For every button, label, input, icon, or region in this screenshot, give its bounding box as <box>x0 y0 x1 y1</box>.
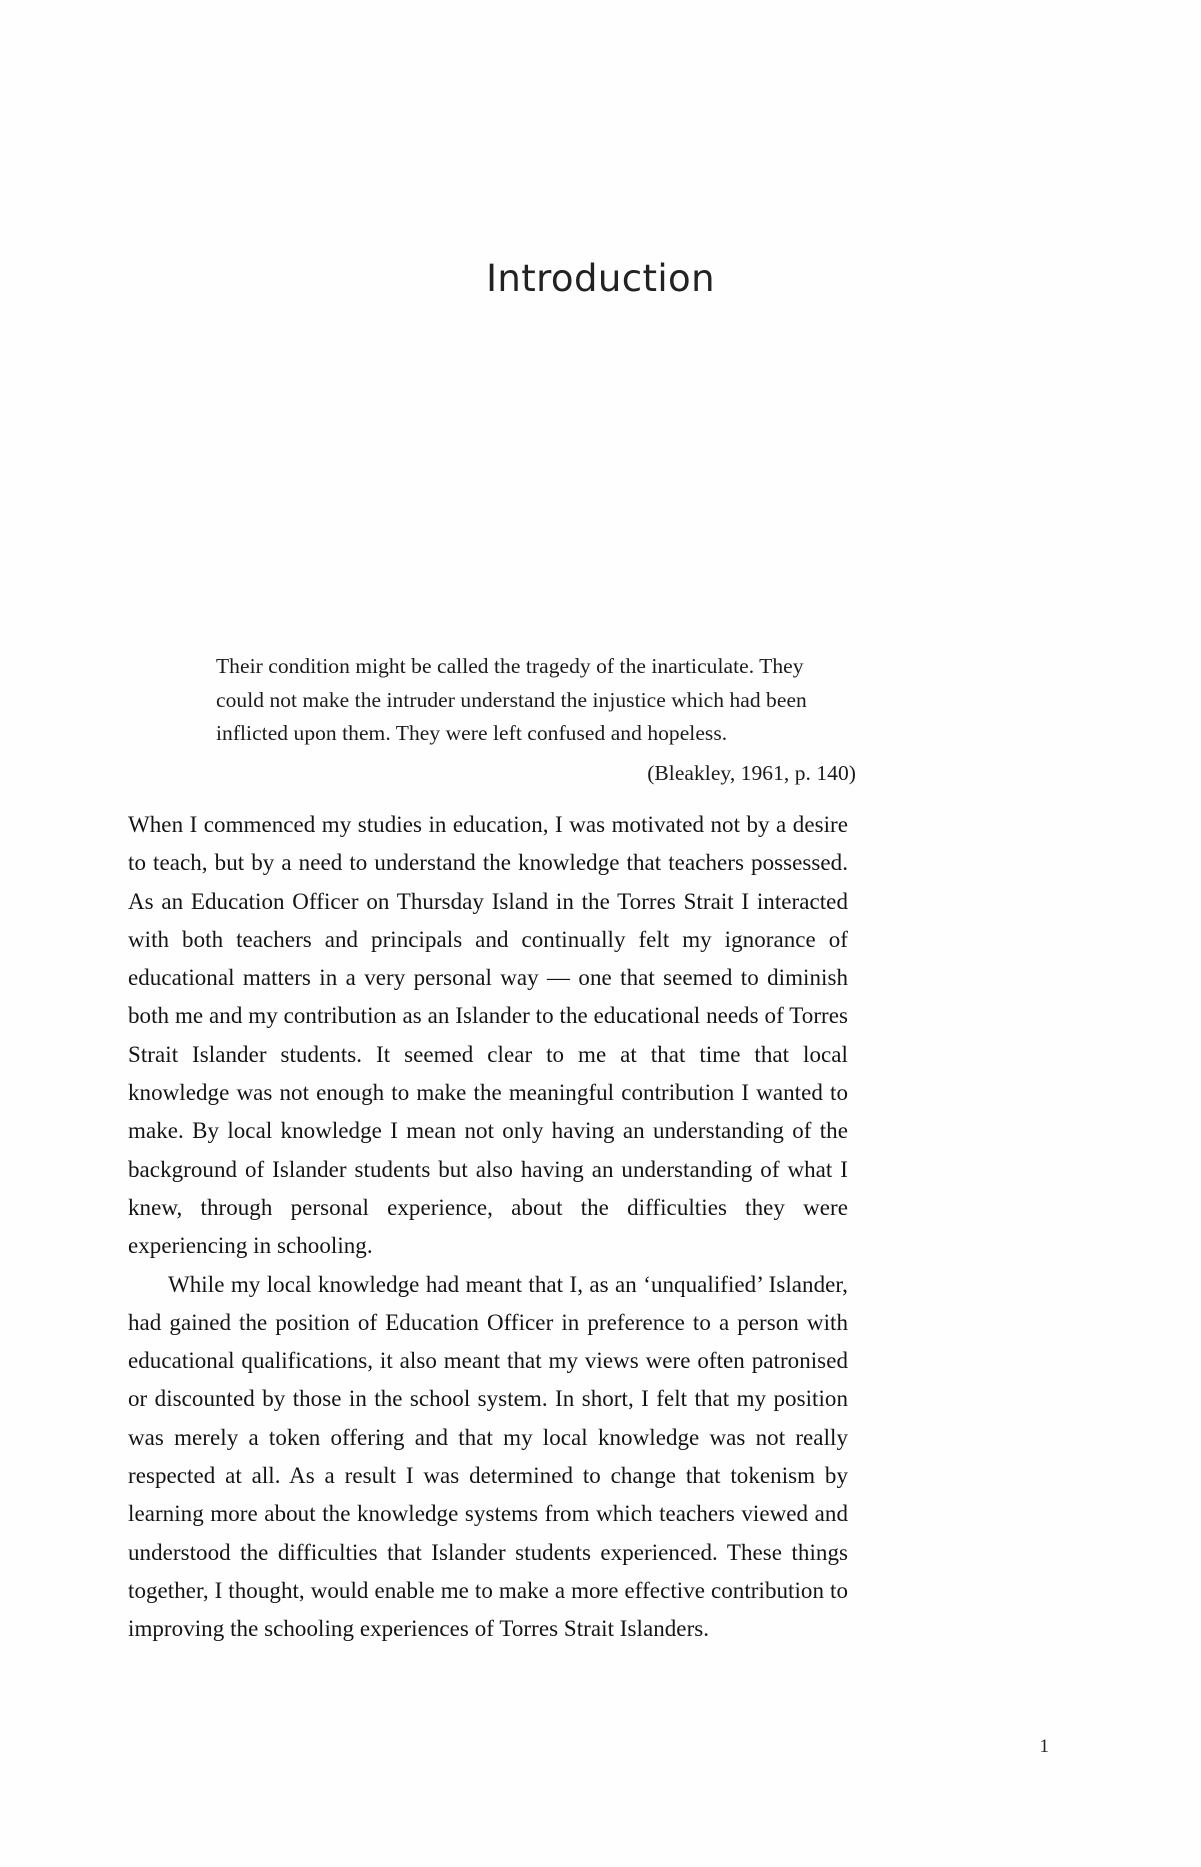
page-number: 1 <box>1039 1736 1049 1757</box>
block-quote <box>216 650 856 790</box>
body-paragraph-1: When I commenced my studies in education, I was motivated not by a desire to teach, but by a need to understand the knowledge that teachers possessed. As an Education Officer on Thursday Island in the Torres Strait I interacted with both teachers and principals and continually felt my ignorance of educational matters in a very personal way — one that seemed to diminish both me and my contribution as an Islander to the educational needs of Torres Strait Islander students. It seemed clear to me at that time that local knowledge was not enough to make the meaningful contribution I wanted to make. By local knowledge I mean not only having an understanding of the background of Islander students but also having an understanding of what I knew, through personal experience, about the difficulties they were experiencing in schooling. <box>128 812 848 1259</box>
block-quote-citation: (Bleakley, 1961, p. 140) <box>647 760 856 785</box>
body-paragraph-2: While my local knowledge had meant that I, as an ‘unqualified’ Islander, had gained the position of Education Officer in preference to a person with educational qualifications, it also meant that my views were often patronised or discounted by those in the school system. In short, I felt that my position was merely a token offering and that my local knowledge was not really respected at all. As a result I was determined to change that tokenism by learning more about the knowledge systems from which teachers viewed and understood the difficulties that Islander students experienced. These things together, I thought, would enable me to make a more effective contribution to improving the schooling experiences of Torres Strait Islanders. <box>128 1271 848 1642</box>
page-title: Introduction <box>486 256 715 300</box>
block-quote-text: Their condition might be called the tragedy of the inarticulate. They could not make the intruder understand the injustice which had been inflicted upon them. They were left confused and hopeless. <box>216 654 807 745</box>
body-text <box>128 806 848 1649</box>
